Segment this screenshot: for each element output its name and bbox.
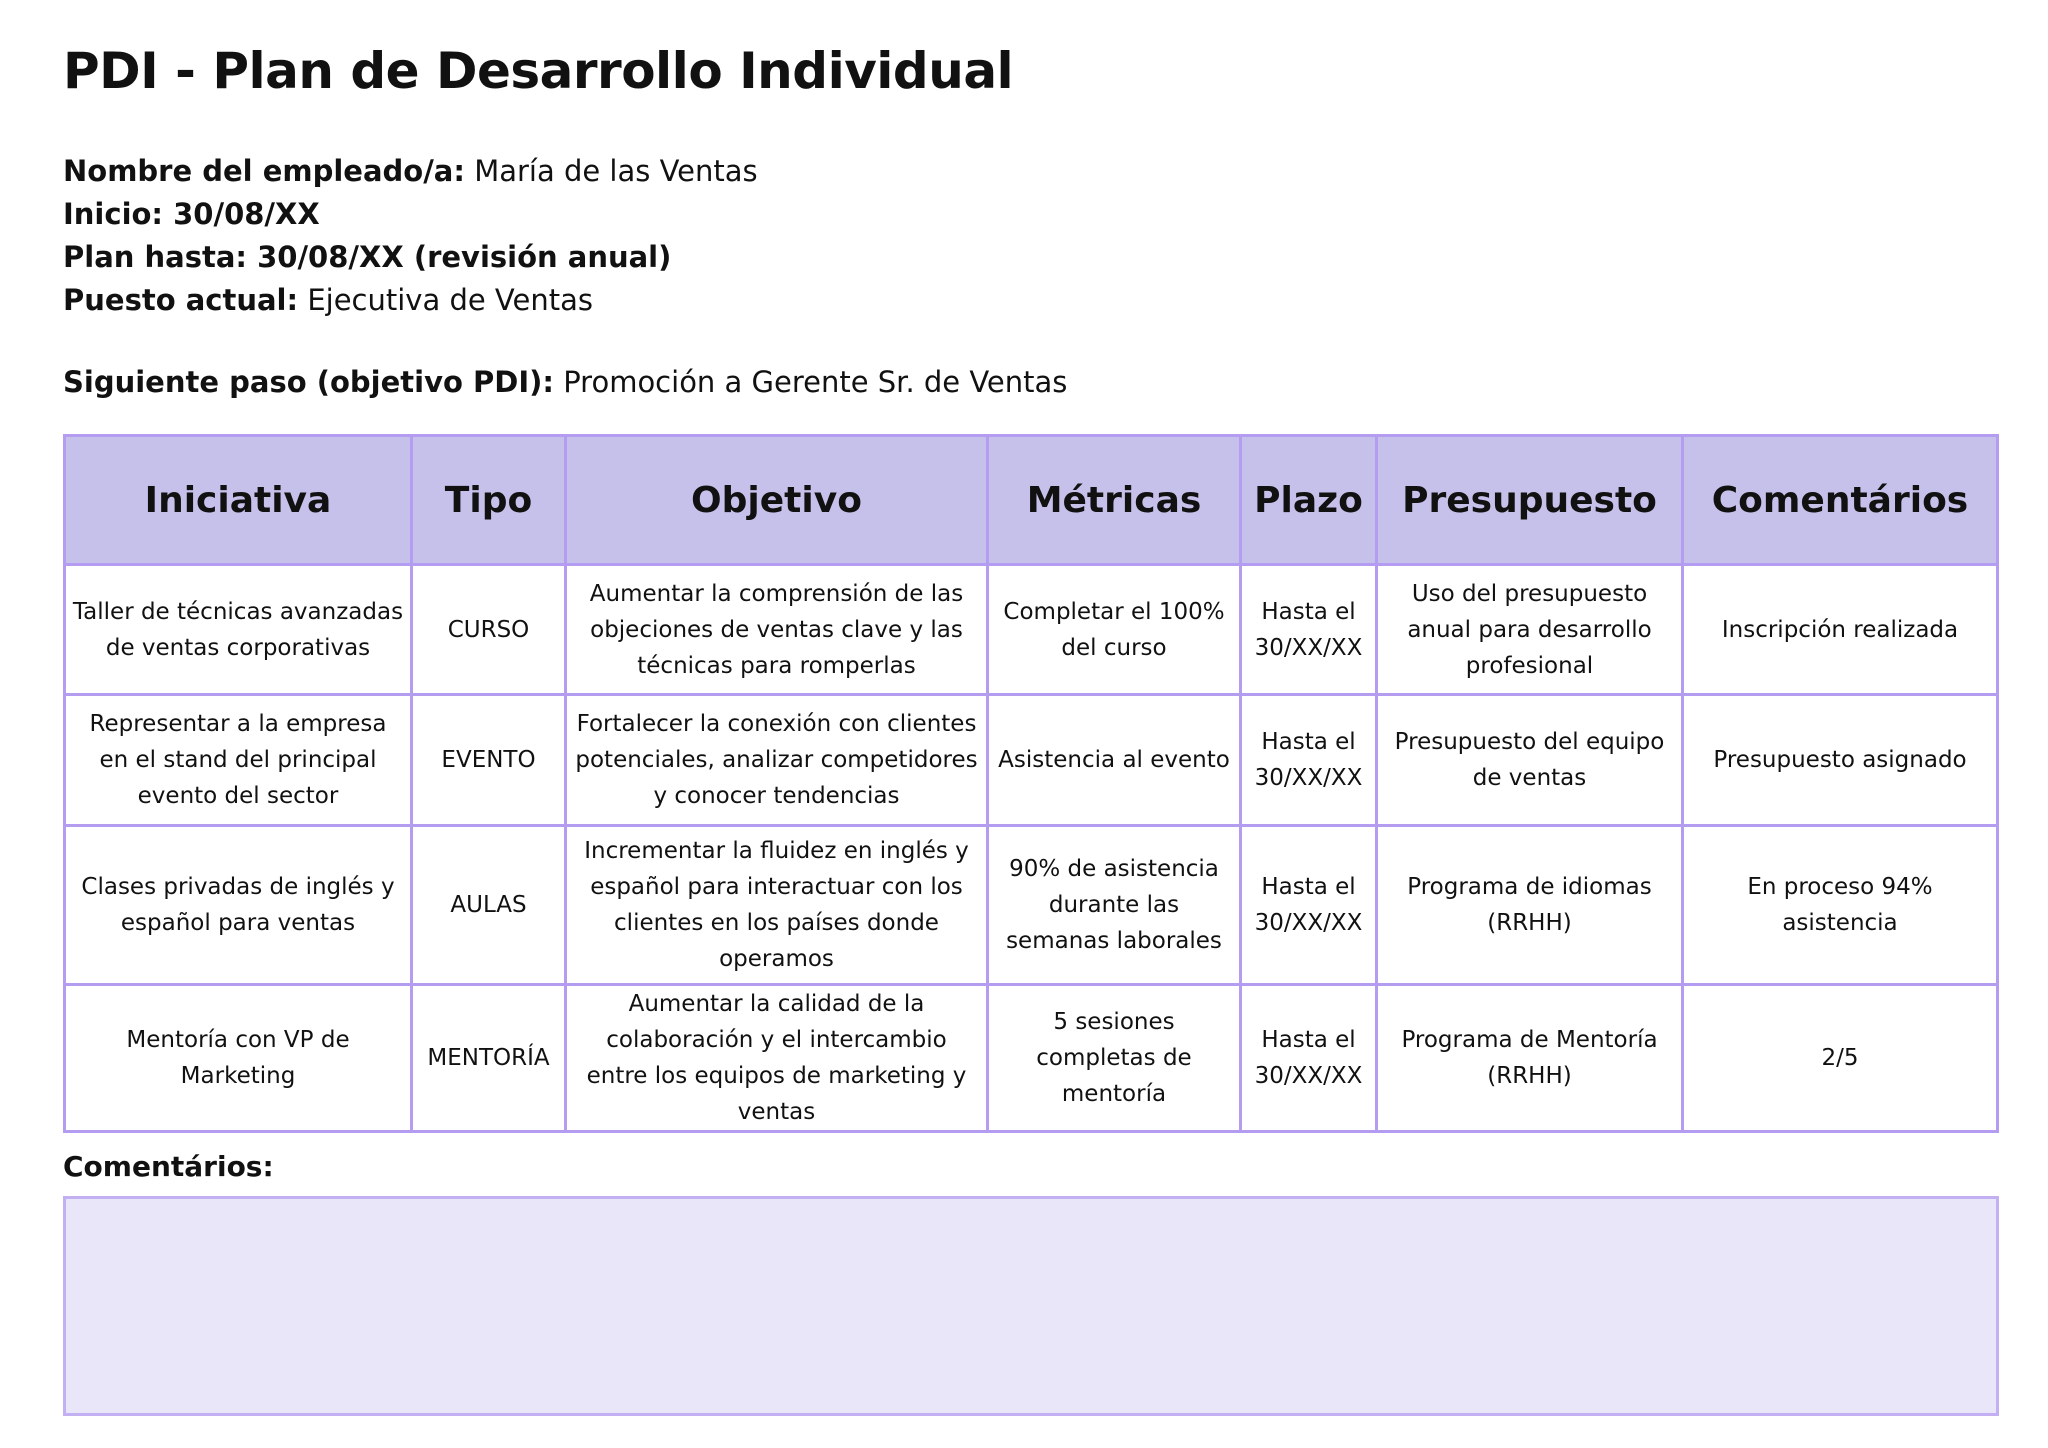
pdi-table xyxy=(63,434,1999,1133)
table-cell: 90% de asistencia durante las semanas laborales xyxy=(988,826,1241,985)
table-row xyxy=(65,565,1998,695)
table-cell: Fortalecer la conexión con clientes potenciales, analizar competidores y conocer tendencias xyxy=(566,695,988,826)
table-cell: Aumentar la calidad de la colaboración y el intercambio entre los equipos de marketing y ventas xyxy=(566,985,988,1132)
comments-label: Comentários: xyxy=(63,1150,274,1183)
table-cell: Mentoría con VP de Marketing xyxy=(65,985,412,1132)
table-cell: Representar a la empresa en el stand del principal evento del sector xyxy=(65,695,412,826)
position-value: Ejecutiva de Ventas xyxy=(307,283,593,317)
next-step-value: Promoción a Gerente Sr. de Ventas xyxy=(563,365,1068,399)
table-cell: Inscripción realizada xyxy=(1683,565,1998,695)
column-header: Presupuesto xyxy=(1377,436,1683,565)
table-cell: 5 sesiones completas de mentoría xyxy=(988,985,1241,1132)
plan-until: Plan hasta: 30/08/XX (revisión anual) xyxy=(63,240,672,274)
table-cell: Programa de idiomas (RRHH) xyxy=(1377,826,1683,985)
table-cell: Aumentar la comprensión de las objeciones de ventas clave y las técnicas para romperlas xyxy=(566,565,988,695)
table-row xyxy=(65,826,1998,985)
table-cell: Presupuesto asignado xyxy=(1683,695,1998,826)
table-cell: Taller de técnicas avanzadas de ventas corporativas xyxy=(65,565,412,695)
table-cell: Completar el 100% del curso xyxy=(988,565,1241,695)
table-cell: Hasta el 30/XX/XX xyxy=(1241,695,1377,826)
table-cell: Uso del presupuesto anual para desarrollo profesional xyxy=(1377,565,1683,695)
column-header: Objetivo xyxy=(566,436,988,565)
table-cell: Programa de Mentoría (RRHH) xyxy=(1377,985,1683,1132)
table-cell: Hasta el 30/XX/XX xyxy=(1241,985,1377,1132)
table-cell: Hasta el 30/XX/XX xyxy=(1241,826,1377,985)
table-cell: Asistencia al evento xyxy=(988,695,1241,826)
table-cell: Hasta el 30/XX/XX xyxy=(1241,565,1377,695)
table-cell: MENTORÍA xyxy=(412,985,566,1132)
next-step-label: Siguiente paso (objetivo PDI): xyxy=(63,365,554,399)
table-cell: AULAS xyxy=(412,826,566,985)
table-row xyxy=(65,985,1998,1132)
position-label: Puesto actual: xyxy=(63,283,299,317)
comments-box[interactable] xyxy=(63,1196,1999,1416)
column-header: Plazo xyxy=(1241,436,1377,565)
table-cell: Incrementar la fluidez en inglés y español para interactuar con los clientes en los países donde operamos xyxy=(566,826,988,985)
comments-label-text: Comentários xyxy=(63,1150,263,1183)
employee-name: María de las Ventas xyxy=(474,154,758,188)
employee-label: Nombre del empleado/a: xyxy=(63,154,465,188)
table-cell: 2/5 xyxy=(1683,985,1998,1132)
employee-info xyxy=(63,150,758,322)
next-step xyxy=(63,365,1067,399)
table-row xyxy=(65,695,1998,826)
table-cell: CURSO xyxy=(412,565,566,695)
table-cell: Presupuesto del equipo de ventas xyxy=(1377,695,1683,826)
page-title: PDI - Plan de Desarrollo Individual xyxy=(63,42,1014,100)
start-date: Inicio: 30/08/XX xyxy=(63,197,320,231)
column-header: Iniciativa xyxy=(65,436,412,565)
table-header-row xyxy=(65,436,1998,565)
table-cell: EVENTO xyxy=(412,695,566,826)
column-header: Comentários xyxy=(1683,436,1998,565)
table-cell: Clases privadas de inglés y español para ventas xyxy=(65,826,412,985)
table-cell: En proceso 94% asistencia xyxy=(1683,826,1998,985)
column-header: Métricas xyxy=(988,436,1241,565)
column-header: Tipo xyxy=(412,436,566,565)
